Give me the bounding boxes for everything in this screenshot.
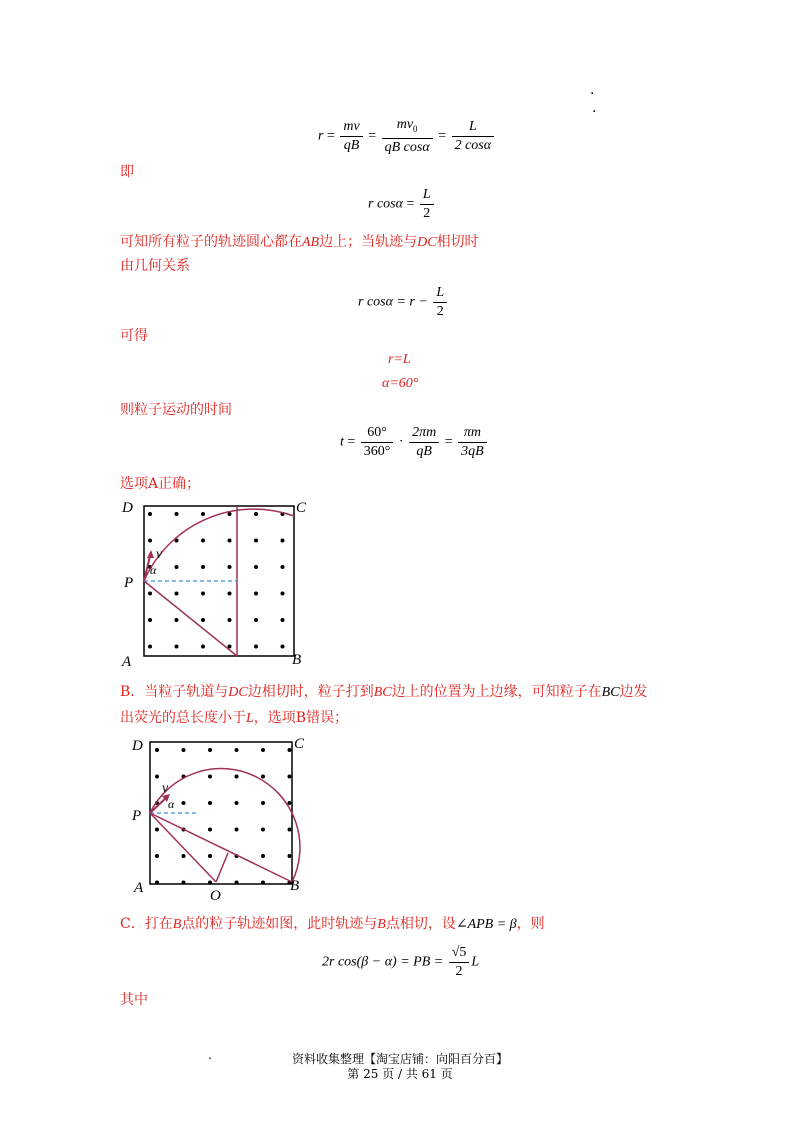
field-dot [281, 645, 285, 649]
text-centers-mid: 边上；当轨迹与 [319, 234, 418, 250]
eq2-lhs: r cos [368, 196, 396, 212]
eq4-frac3-den: 3qB [461, 444, 484, 459]
field-dot [254, 618, 258, 622]
option-b-line2 [120, 708, 348, 729]
field-dot [155, 748, 159, 752]
fig1-label-A: A [122, 654, 132, 668]
option-a: 选项A正确； [120, 476, 201, 492]
field-dot [208, 881, 212, 885]
eq3-den: 2 [436, 304, 444, 319]
text-geometry: 由几何关系 [120, 258, 190, 274]
fig1-label-D: D [122, 500, 133, 516]
fig2-label-P: P [132, 808, 142, 824]
field-dot [182, 801, 186, 805]
field-dot [254, 592, 258, 596]
eq3-alpha: α [385, 294, 393, 310]
text-centers-ab: AB [302, 235, 320, 250]
eq5-den: 2 [455, 964, 463, 979]
fig1-label-B: B [292, 652, 302, 668]
field-dot [148, 592, 152, 596]
option-b-post: 边上的位置为上边缘，可知粒子在 [391, 684, 602, 700]
field-dot [155, 828, 159, 832]
equation-radius: r = $\frac{mv}{qB}$ = $\frac{mv_0}{\text{qB cosα}}$ = $\frac{L}{2 \cos\alpha}$ [318, 116, 496, 157]
field-dot [148, 645, 152, 649]
field-dot [228, 565, 232, 569]
field-dot [261, 828, 265, 832]
field-dot [261, 748, 265, 752]
field-dot [254, 565, 258, 569]
eq1-frac2-alpha: α [422, 139, 430, 155]
text-centers [120, 232, 479, 253]
eq2-den: 2 [423, 206, 431, 221]
field-dot [261, 854, 265, 858]
eq1-frac3-num: L [452, 118, 495, 137]
field-dot [208, 801, 212, 805]
eq1-frac1-num: mv [340, 118, 362, 137]
option-b-bc2: BC [601, 685, 620, 700]
option-b-line1 [120, 682, 648, 703]
option-c-pre: C．打在 [120, 916, 173, 932]
field-dot [208, 828, 212, 832]
fig2-label-C: C [294, 736, 305, 752]
eq5-l: L [471, 954, 480, 970]
field-dot [182, 748, 186, 752]
option-c [120, 914, 545, 935]
field-dot [254, 512, 258, 516]
fig2-line-PO [150, 813, 216, 882]
result-r: r=L [388, 352, 411, 367]
option-b-pre: B．当粒子轨道与 [120, 684, 229, 700]
option-b2-post: ，选项B错误； [253, 710, 349, 726]
field-dot [148, 618, 152, 622]
field-dot [155, 854, 159, 858]
option-b2-l: L [246, 711, 254, 726]
eq1-frac2-den: qB cos [384, 139, 423, 155]
field-dot [148, 539, 152, 543]
text-kede: 可得 [120, 328, 148, 344]
figure-2 [128, 732, 318, 904]
field-dot [201, 592, 205, 596]
eq1-lhs: r [318, 128, 324, 144]
text-qizhong: 其中 [120, 992, 148, 1008]
fig2-label-alpha: α [168, 797, 175, 811]
field-dot [281, 565, 285, 569]
field-dot [235, 775, 239, 779]
field-dot [201, 539, 205, 543]
field-dot [175, 618, 179, 622]
eq1-frac2-sub: 0 [413, 123, 418, 134]
eq4-frac2-num: 2πm [409, 424, 439, 443]
field-dot [228, 592, 232, 596]
fig2-label-D: D [132, 738, 143, 754]
option-c-post: ，则 [516, 916, 545, 932]
option-c-b: B [172, 917, 182, 932]
field-dot [182, 881, 186, 885]
fig1-label-P: P [124, 575, 134, 591]
field-dot [281, 539, 285, 543]
footer-line1: 资料收集整理【淘宝店铺：向阳百分百】 [291, 1052, 508, 1066]
fig2-label-O: O [210, 888, 221, 904]
field-dot [155, 881, 159, 885]
eq4-frac1-den: 360° [363, 444, 391, 459]
field-dot [201, 512, 205, 516]
fig2-perpendicular [216, 853, 228, 882]
field-dot [201, 645, 205, 649]
field-dot [235, 748, 239, 752]
field-dot [288, 801, 292, 805]
option-c-mid2: 点相切，设 [385, 916, 456, 932]
eq1-frac3-alpha: α [483, 137, 492, 153]
field-dot [208, 854, 212, 858]
text-time: 则粒子运动的时间 [120, 402, 232, 418]
field-dot [288, 775, 292, 779]
fig2-arc [150, 769, 300, 882]
equation-pb [322, 944, 479, 981]
field-dot [208, 748, 212, 752]
field-dot [175, 512, 179, 516]
field-dot [254, 539, 258, 543]
footer-dot: . [208, 1048, 212, 1062]
eq4-frac2-den: qB [416, 444, 432, 459]
eq1-frac3-den: 2 cos [454, 137, 484, 153]
stray-mark-1: . [590, 82, 595, 98]
eq4-frac3-num: πm [458, 424, 487, 443]
fig1-label-alpha: α [150, 563, 157, 577]
option-c-mid: 点的粒子轨迹如图，此时轨迹与 [181, 916, 378, 932]
field-dot [228, 618, 232, 622]
text-ji: 即 [120, 164, 134, 180]
field-dot [175, 645, 179, 649]
equation-geometry [358, 284, 449, 321]
equation-rcos: r cosα = $\frac{L}{2}$ [368, 186, 436, 223]
option-b-dc: DC [228, 685, 248, 700]
field-dot [261, 801, 265, 805]
field-dot [261, 775, 265, 779]
option-b2-pre: 出荧光的总长度小于 [120, 710, 246, 726]
eq2-alpha: α [395, 196, 403, 212]
field-dot [155, 775, 159, 779]
fig1-arc [144, 509, 294, 581]
field-dot [235, 828, 239, 832]
stray-mark-2: . [592, 100, 597, 116]
field-dot [201, 565, 205, 569]
text-centers-dc: DC [417, 235, 437, 250]
field-dot [175, 565, 179, 569]
figure-1 [118, 494, 318, 668]
option-b-mid: 边相切时，粒子打到 [247, 684, 374, 700]
field-dot [182, 854, 186, 858]
fig2-label-B: B [290, 878, 300, 894]
option-c-b2: B [377, 917, 386, 932]
eq1-frac2-num: mv [396, 117, 414, 132]
field-dot [288, 748, 292, 752]
field-dot [148, 512, 152, 516]
fig1-field-dots [148, 512, 285, 649]
eq4-t: t [340, 434, 344, 450]
eq3-lhs: r cos [358, 294, 386, 310]
field-dot [254, 645, 258, 649]
field-dot [208, 775, 212, 779]
fig1-label-v: v [156, 547, 163, 562]
eq5-lhs: 2r cos(β − α) = PB = [322, 954, 444, 970]
option-c-angle: ∠APB = β [455, 917, 517, 932]
option-b-end: 边发 [619, 684, 648, 700]
eq1-frac1-den: qB [343, 137, 360, 153]
field-dot [228, 539, 232, 543]
field-dot [235, 801, 239, 805]
eq2-num: L [420, 186, 434, 205]
text-centers-pre: 可知所有粒子的轨迹圆心都在 [120, 234, 302, 250]
footer-page-number: 第 25 页 / 共 61 页 [347, 1067, 453, 1081]
field-dot [235, 881, 239, 885]
option-b-bc: BC [373, 685, 392, 700]
fig1-arrow-head [147, 550, 154, 558]
field-dot [288, 828, 292, 832]
field-dot [281, 592, 285, 596]
fig2-label-v: v [162, 781, 169, 796]
eq3-num: L [433, 284, 447, 303]
text-centers-post: 相切时 [436, 234, 479, 250]
field-dot [175, 592, 179, 596]
eq3-rhs: = r − [396, 294, 428, 310]
fig2-label-A: A [134, 880, 144, 896]
equation-time: t = $\frac{60^\circ}{360^\circ}$ · $\frac{2\pi m}{qB}$ = $\frac{\pi m}{3qB}$ [340, 424, 489, 461]
fig1-label-C: C [296, 500, 307, 516]
result-alpha: α=60° [382, 376, 419, 391]
field-dot [261, 881, 265, 885]
fig1-radius-line [144, 581, 237, 656]
eq4-frac1-num: 60° [361, 424, 394, 443]
field-dot [201, 618, 205, 622]
field-dot [288, 854, 292, 858]
field-dot [281, 618, 285, 622]
eq5-num: √5 [449, 944, 470, 963]
